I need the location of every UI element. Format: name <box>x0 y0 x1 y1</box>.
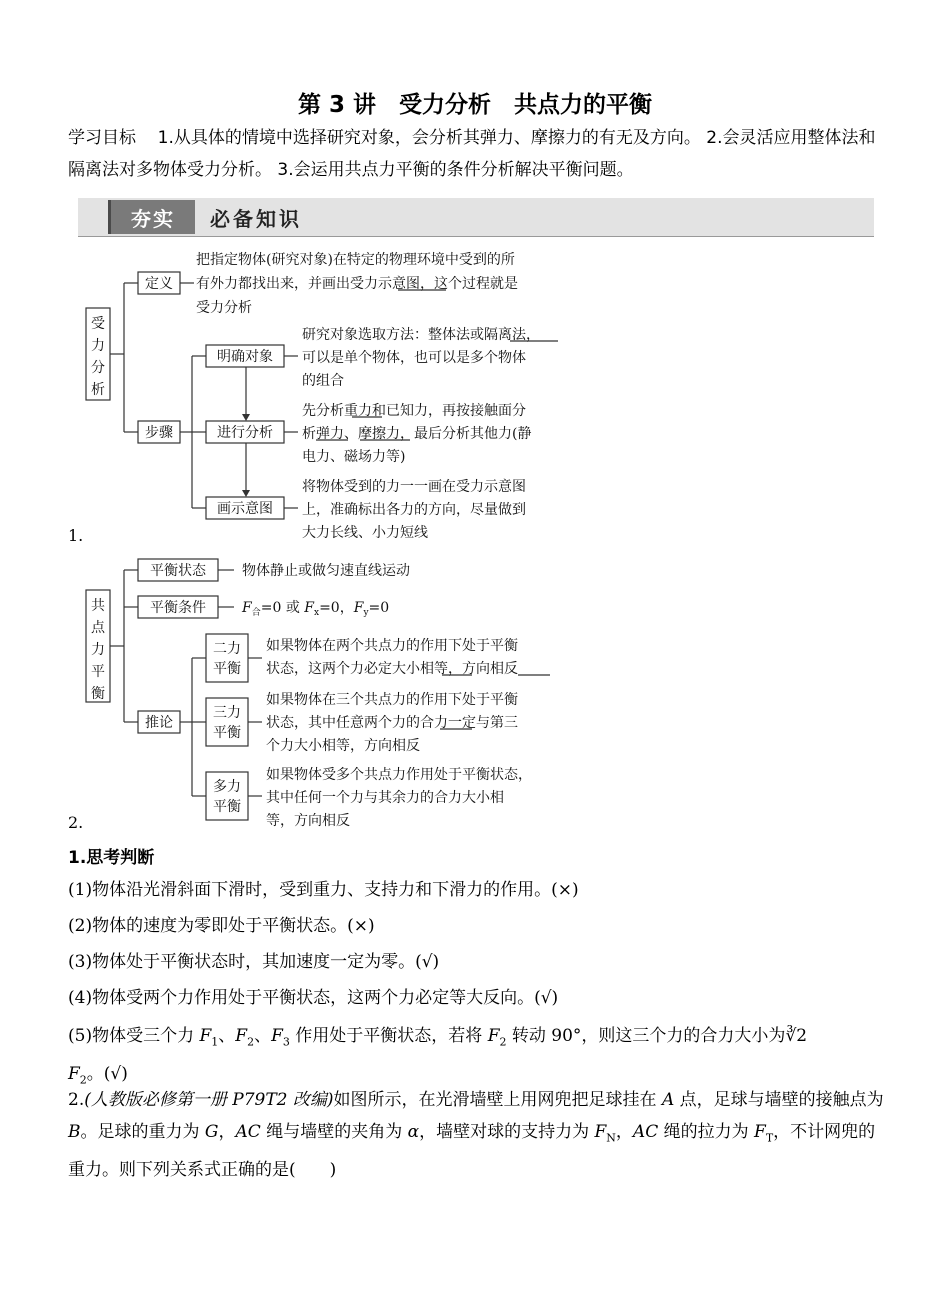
condition-text: $F_合=0$ 或 $F_x=0$，$F_y=0$ <box>242 600 390 618</box>
question-2-source: (人教版必修第一册 P79T2 改编) <box>84 1090 334 1110</box>
two-force-label-2: 平衡 <box>213 661 241 677</box>
multi-force-text-1: 如果物体受多个共点力作用处于平衡状态， <box>266 767 532 783</box>
state-label: 平衡状态 <box>150 563 206 579</box>
goals-text: 1.从具体的情境中选择研究对象，会分析其弹力、摩擦力的有无及方向。 2.会灵活应用整体法和隔离法对多物体受力分析。 3.会运用共点力平衡的条件分析解决平衡问题。 <box>68 128 876 180</box>
step1-text-3: 的组合 <box>302 373 344 389</box>
multi-force-text-2: 其中任何一个力与其余力的合力大小相 <box>266 790 504 806</box>
goals-label: 学习目标 <box>68 128 136 148</box>
step2-text-1: 先分析重力和已知力，再按接触面分 <box>302 403 526 419</box>
condition-label: 平衡条件 <box>150 600 206 616</box>
two-force-text-1: 如果物体在两个共点力的作用下处于平衡 <box>266 638 518 654</box>
step2-text-3: 电力、磁场力等) <box>302 449 406 465</box>
definition-line-3: 受力分析 <box>196 300 252 316</box>
step1-text-2: 可以是单个物体，也可以是多个物体 <box>302 350 526 366</box>
step3-text-3: 大力长线、小力短线 <box>302 525 428 541</box>
judge-item-5: (5)物体受三个力 $F_1$、$F_2$、$F_3$ 作用处于平衡状态，若将 $F_2$ 转动 90°，则这三个力的合力大小为∛2 $F_2$。(√) <box>68 1026 808 1087</box>
page-title: 第 3 讲 受力分析 共点力的平衡 <box>297 92 653 118</box>
banner-tag: 夯实 <box>131 207 175 231</box>
diagram2-number: 2. <box>68 813 84 832</box>
question-2: 2.(人教版必修第一册 P79T2 改编)如图所示，在光滑墙壁上用网兜把足球挂在 A 点，足球与墙壁的接触点为 B。足球的重力为 G，AC 绳与墙壁的夹角为 α，墙壁对球的支持力为 $F_N$，AC 绳的拉力为 $F_T$，不计网兜的重力。则下列关系式正确的是( ) <box>68 1090 884 1181</box>
multi-force-label-1: 多力 <box>213 779 241 795</box>
root2-char-4: 平 <box>91 664 105 680</box>
judge-title: 1.思考判断 <box>68 848 155 868</box>
diagram1-number: 1. <box>68 526 84 545</box>
state-text: 物体静止或做匀速直线运动 <box>242 563 410 579</box>
root-char-4: 析 <box>91 382 105 398</box>
root2-char-1: 共 <box>91 598 105 614</box>
step2-label: 进行分析 <box>217 425 273 441</box>
root-char-1: 受 <box>91 316 105 332</box>
inference-label: 推论 <box>145 715 173 731</box>
judge-item-2: (2)物体的速度为零即处于平衡状态。(×) <box>68 916 375 936</box>
three-force-label-2: 平衡 <box>213 725 241 741</box>
root2-char-5: 衡 <box>91 686 105 702</box>
multi-force-label-2: 平衡 <box>213 799 241 815</box>
multi-force-text-3: 等，方向相反 <box>266 813 350 829</box>
root2-char-2: 点 <box>91 620 105 636</box>
banner-name: 必备知识 <box>210 207 302 231</box>
two-force-label-1: 二力 <box>213 641 241 657</box>
step1-text-1: 研究对象选取方法：整体法或隔离法， <box>302 327 540 343</box>
three-force-text-1: 如果物体在三个共点力的作用下处于平衡 <box>266 692 518 708</box>
judge-item-3: (3)物体处于平衡状态时，其加速度一定为零。(√) <box>68 952 440 972</box>
three-force-text-3: 个力大小相等，方向相反 <box>266 738 420 754</box>
judge-item-4: (4)物体受两个力作用处于平衡状态，这两个力必定等大反向。(√) <box>68 988 559 1008</box>
two-force-text-2: 状态，这两个力必定大小相等，方向相反 <box>266 661 518 677</box>
definition-line-2: 有外力都找出来，并画出受力示意图，这个过程就是 <box>196 276 518 292</box>
root-char-3: 分 <box>91 360 105 376</box>
step3-text-2: 上，准确标出各力的方向，尽量做到 <box>302 502 526 518</box>
steps-label: 步骤 <box>145 425 173 441</box>
three-force-label-1: 三力 <box>213 705 241 721</box>
root-char-2: 力 <box>91 338 105 354</box>
step1-label: 明确对象 <box>217 349 273 365</box>
judge-item-1: (1)物体沿光滑斜面下滑时，受到重力、支持力和下滑力的作用。(×) <box>68 880 579 900</box>
definition-label: 定义 <box>145 276 173 292</box>
three-force-text-2: 状态，其中任意两个力的合力一定与第三 <box>266 715 518 731</box>
step2-text-2: 析弹力、摩擦力，最后分析其他力(静 <box>302 426 532 442</box>
step3-text-1: 将物体受到的力一一画在受力示意图 <box>302 479 526 495</box>
definition-line-1: 把指定物体(研究对象)在特定的物理环境中受到的所 <box>196 252 515 268</box>
step3-label: 画示意图 <box>217 501 273 517</box>
root2-char-3: 力 <box>91 642 105 658</box>
